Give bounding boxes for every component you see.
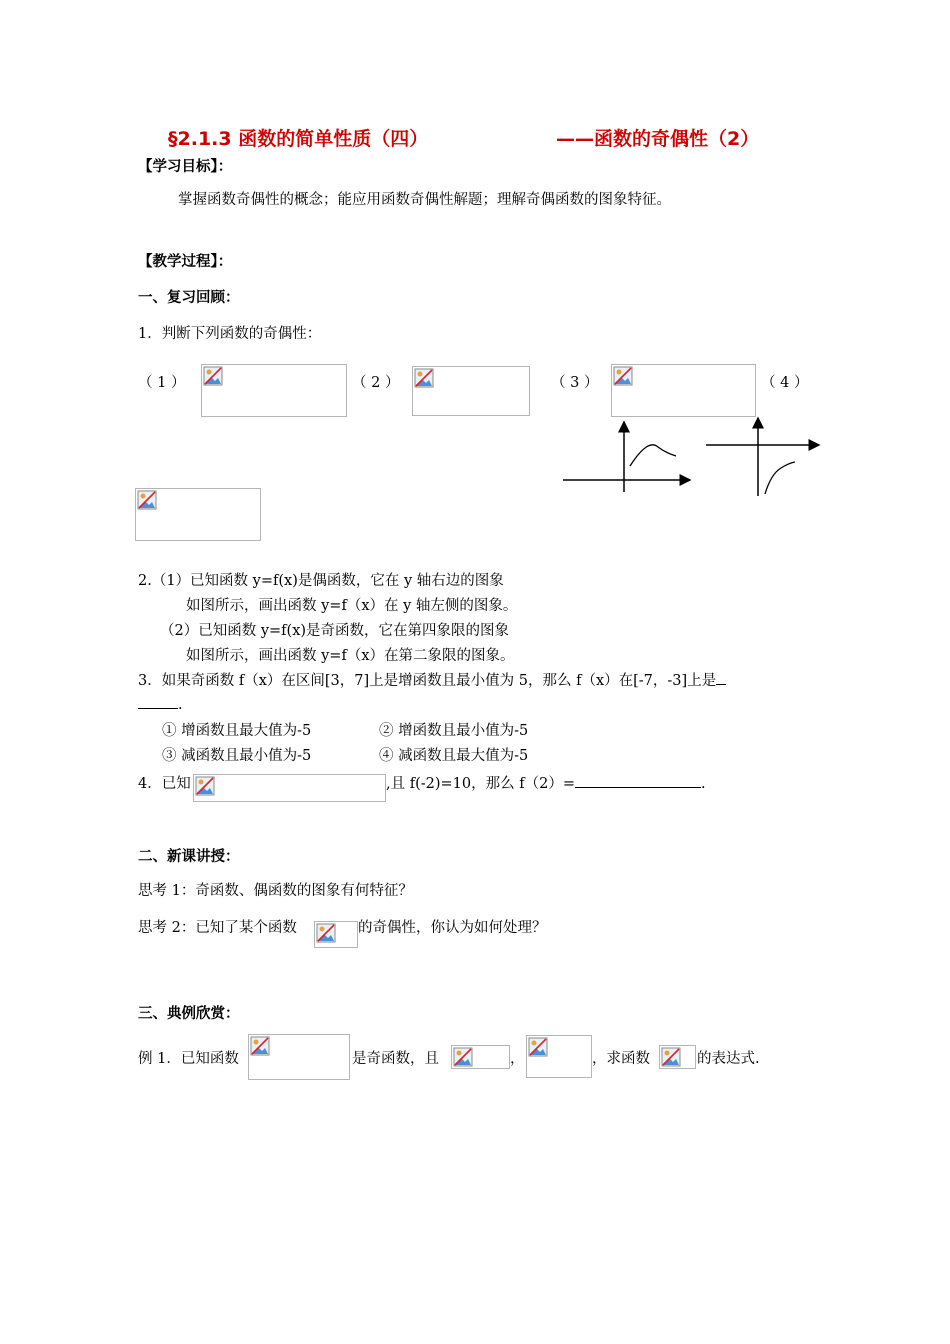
curve-right (630, 445, 676, 466)
process-heading: 【教学过程】： (138, 254, 233, 270)
q1-text: 1．判断下列函数的奇偶性： (138, 326, 322, 342)
graph-even-function (560, 416, 700, 494)
q1-label-4: （ 4 ） (761, 375, 809, 391)
formula-image-2 (412, 366, 530, 416)
ex1-part3: ，求函数 (592, 1051, 650, 1067)
broken-image-icon (203, 366, 223, 386)
formula-image-q4 (193, 774, 386, 802)
goals-heading: 【学习目标】： (138, 159, 233, 175)
q4-text: ,且 f(-2)=10，那么 f（2）= . (386, 772, 706, 793)
q3-option-1: ① 增函数且最大值为-5 (162, 723, 312, 739)
page-subtitle: ——函数的奇偶性（2） (556, 128, 760, 150)
formula-image-ex1-d (659, 1045, 696, 1069)
formula-image-1 (201, 364, 347, 417)
q1-label-1: （ 1 ） (138, 375, 186, 391)
broken-image-icon (661, 1047, 681, 1067)
q4-prefix: 4．已知 (138, 776, 191, 792)
broken-image-icon (414, 368, 434, 388)
answer-blank (575, 773, 701, 788)
broken-image-icon (195, 776, 215, 796)
q3-line1 (138, 669, 726, 690)
newlesson-heading: 二、新课讲授： (138, 849, 240, 865)
formula-image-3 (611, 364, 756, 417)
answer-blank (716, 670, 726, 685)
examples-heading: 三、典例欣赏： (138, 1006, 240, 1022)
q3-option-3: ③ 减函数且最小值为-5 (162, 748, 312, 764)
think2-prefix: 思考 2：已知了某个函数 (138, 920, 297, 936)
page-title: §2.1.3 函数的简单性质（四） (168, 128, 429, 150)
formula-image-4 (135, 488, 261, 541)
graph-odd-function (703, 412, 823, 498)
broken-image-icon (528, 1037, 548, 1057)
ex1-prefix: 例 1．已知函数 (138, 1051, 239, 1067)
q2-line2: 如图所示，画出函数 y=f（x）在 y 轴左侧的图象。 (186, 598, 518, 614)
curve-fourth-quadrant (765, 462, 795, 494)
broken-image-icon (137, 490, 157, 510)
think1-text: 思考 1：奇函数、偶函数的图象有何特征？ (138, 883, 413, 899)
q2-line4: 如图所示，画出函数 y=f（x）在第二象限的图象。 (186, 648, 515, 664)
q2-line1: 2.（1）已知函数 y=f(x)是偶函数，它在 y 轴右边的图象 (138, 573, 504, 589)
formula-image-think2 (314, 921, 358, 948)
broken-image-icon (316, 923, 336, 943)
ex1-suffix: 的表达式. (697, 1051, 760, 1067)
q1-label-3: （ 3 ） (551, 375, 599, 391)
broken-image-icon (250, 1036, 270, 1056)
goals-text: 掌握函数奇偶性的概念；能应用函数奇偶性解题；理解奇偶函数的图象特征。 (178, 192, 671, 208)
broken-image-icon (613, 366, 633, 386)
ex1-part2: 是奇函数，且 (352, 1051, 439, 1067)
review-heading: 一、复习回顾： (138, 290, 240, 306)
broken-image-icon (453, 1047, 473, 1067)
q1-label-2: （ 2 ） (352, 375, 400, 391)
ex1-comma: ， (510, 1051, 525, 1067)
q2-line3: （2）已知函数 y=f(x)是奇函数，它在第四象限的图象 (160, 623, 510, 639)
q3-stem: 3．如果奇函数 f（x）在区间[3，7]上是增函数且最小值为 5，那么 f（x）在[-7，-3]上是 (138, 673, 717, 689)
answer-blank (138, 694, 178, 709)
q3-line2: . (138, 694, 183, 713)
q3-option-2: ② 增函数且最小值为-5 (379, 723, 529, 739)
formula-image-ex1-b (451, 1045, 510, 1069)
think2-suffix: 的奇偶性，你认为如何处理？ (358, 920, 547, 936)
formula-image-ex1-c (526, 1035, 592, 1078)
formula-image-ex1-a (248, 1034, 350, 1080)
q3-option-4: ④ 减函数且最大值为-5 (379, 748, 529, 764)
